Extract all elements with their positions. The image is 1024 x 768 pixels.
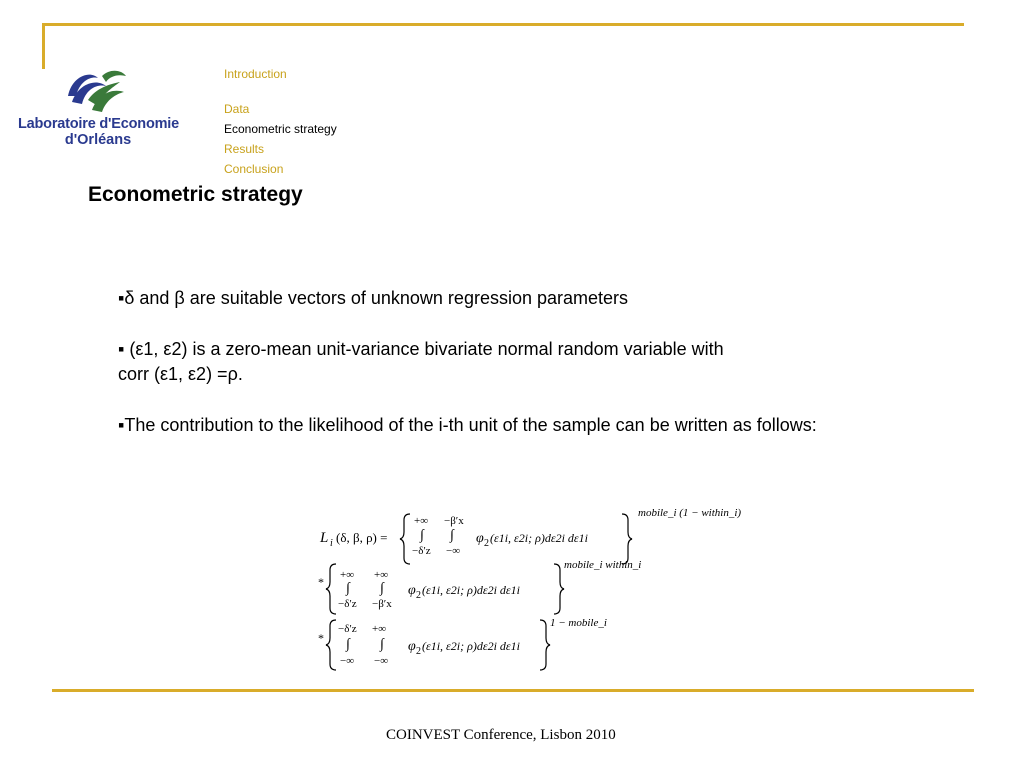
term2-multiply: * xyxy=(318,575,324,589)
footer-text: COINVEST Conference, Lisbon 2010 xyxy=(386,727,616,743)
svg-text:∫: ∫ xyxy=(380,637,384,652)
term1-upper1: +∞ xyxy=(414,515,429,527)
term2-phi: φ xyxy=(408,583,416,598)
nav-item-results[interactable]: Results xyxy=(224,142,265,156)
term3-phi: φ xyxy=(408,639,416,654)
nav-item-data[interactable]: Data xyxy=(224,102,250,116)
formula-lhs-args: (δ, β, ρ) = xyxy=(336,530,388,545)
term3-phi-sub: 2 xyxy=(416,646,421,657)
term3-args: (ε1i, ε2i; ρ)dε2i dε1i xyxy=(422,639,520,653)
svg-text:∫: ∫ xyxy=(346,637,350,652)
footer-rule xyxy=(52,689,974,692)
slide-body xyxy=(118,286,969,464)
bullet-error-terms xyxy=(118,337,969,387)
svg-text:∫: ∫ xyxy=(346,581,350,596)
term2-upper1: +∞ xyxy=(340,569,355,581)
term1-exponent: mobile_i (1 − within_i) xyxy=(638,507,742,519)
logo-swirl-icon xyxy=(62,66,132,116)
svg-text:∫: ∫ xyxy=(420,528,424,543)
bullet-error-terms-line2: corr (ε1, ε2) =ρ. xyxy=(118,364,243,384)
svg-text:∫: ∫ xyxy=(450,528,454,543)
likelihood-formula xyxy=(318,502,788,672)
bullet-likelihood: ▪The contribution to the likelihood of the i-th unit of the sample can be written as follows: xyxy=(118,415,817,435)
term3-lower2: −∞ xyxy=(374,655,389,667)
bullet-error-terms-line1: ▪ (ε1, ε2) is a zero-mean unit-variance bivariate normal random variable with xyxy=(118,339,724,359)
term1-lower1: −δ′z xyxy=(412,545,431,557)
frame-left-rule xyxy=(42,23,45,69)
term2-phi-sub: 2 xyxy=(416,590,421,601)
term3-upper2: +∞ xyxy=(372,623,387,635)
frame-top-rule xyxy=(42,23,964,26)
term1-lower2: −∞ xyxy=(446,545,461,557)
slide-title: Econometric strategy xyxy=(88,183,303,206)
term3-lower1: −∞ xyxy=(340,655,355,667)
formula-lhs: L xyxy=(320,530,329,546)
lab-logo xyxy=(18,66,178,156)
formula-lhs-sub: i xyxy=(330,538,333,549)
term1-phi: φ xyxy=(476,531,484,546)
nav-item-introduction[interactable]: Introduction xyxy=(224,67,287,81)
logo-text-line2: d'Orléans xyxy=(64,132,132,148)
term2-lower2: −β′x xyxy=(372,598,392,610)
term3-upper1: −δ′z xyxy=(338,623,357,635)
bullet-parameters: ▪δ and β are suitable vectors of unknown regression parameters xyxy=(118,288,629,308)
nav-item-econometric-strategy[interactable]: Econometric strategy xyxy=(224,122,337,136)
term1-upper2: −β′x xyxy=(444,515,464,527)
term2-lower1: −δ′z xyxy=(338,598,357,610)
term1-phi-sub: 2 xyxy=(484,538,489,549)
logo-text-line1: Laboratoire d'Economie xyxy=(18,116,179,132)
term3-multiply: * xyxy=(318,631,324,645)
term2-exponent: mobile_i within_i xyxy=(564,559,642,571)
term1-args: (ε1i, ε2i; ρ)dε2i dε1i xyxy=(490,531,588,545)
section-nav xyxy=(224,64,337,179)
term3-exponent: 1 − mobile_i xyxy=(550,617,607,629)
svg-text:∫: ∫ xyxy=(380,581,384,596)
term2-args: (ε1i, ε2i; ρ)dε2i dε1i xyxy=(422,583,520,597)
term2-upper2: +∞ xyxy=(374,569,389,581)
nav-item-conclusion[interactable]: Conclusion xyxy=(224,162,284,176)
